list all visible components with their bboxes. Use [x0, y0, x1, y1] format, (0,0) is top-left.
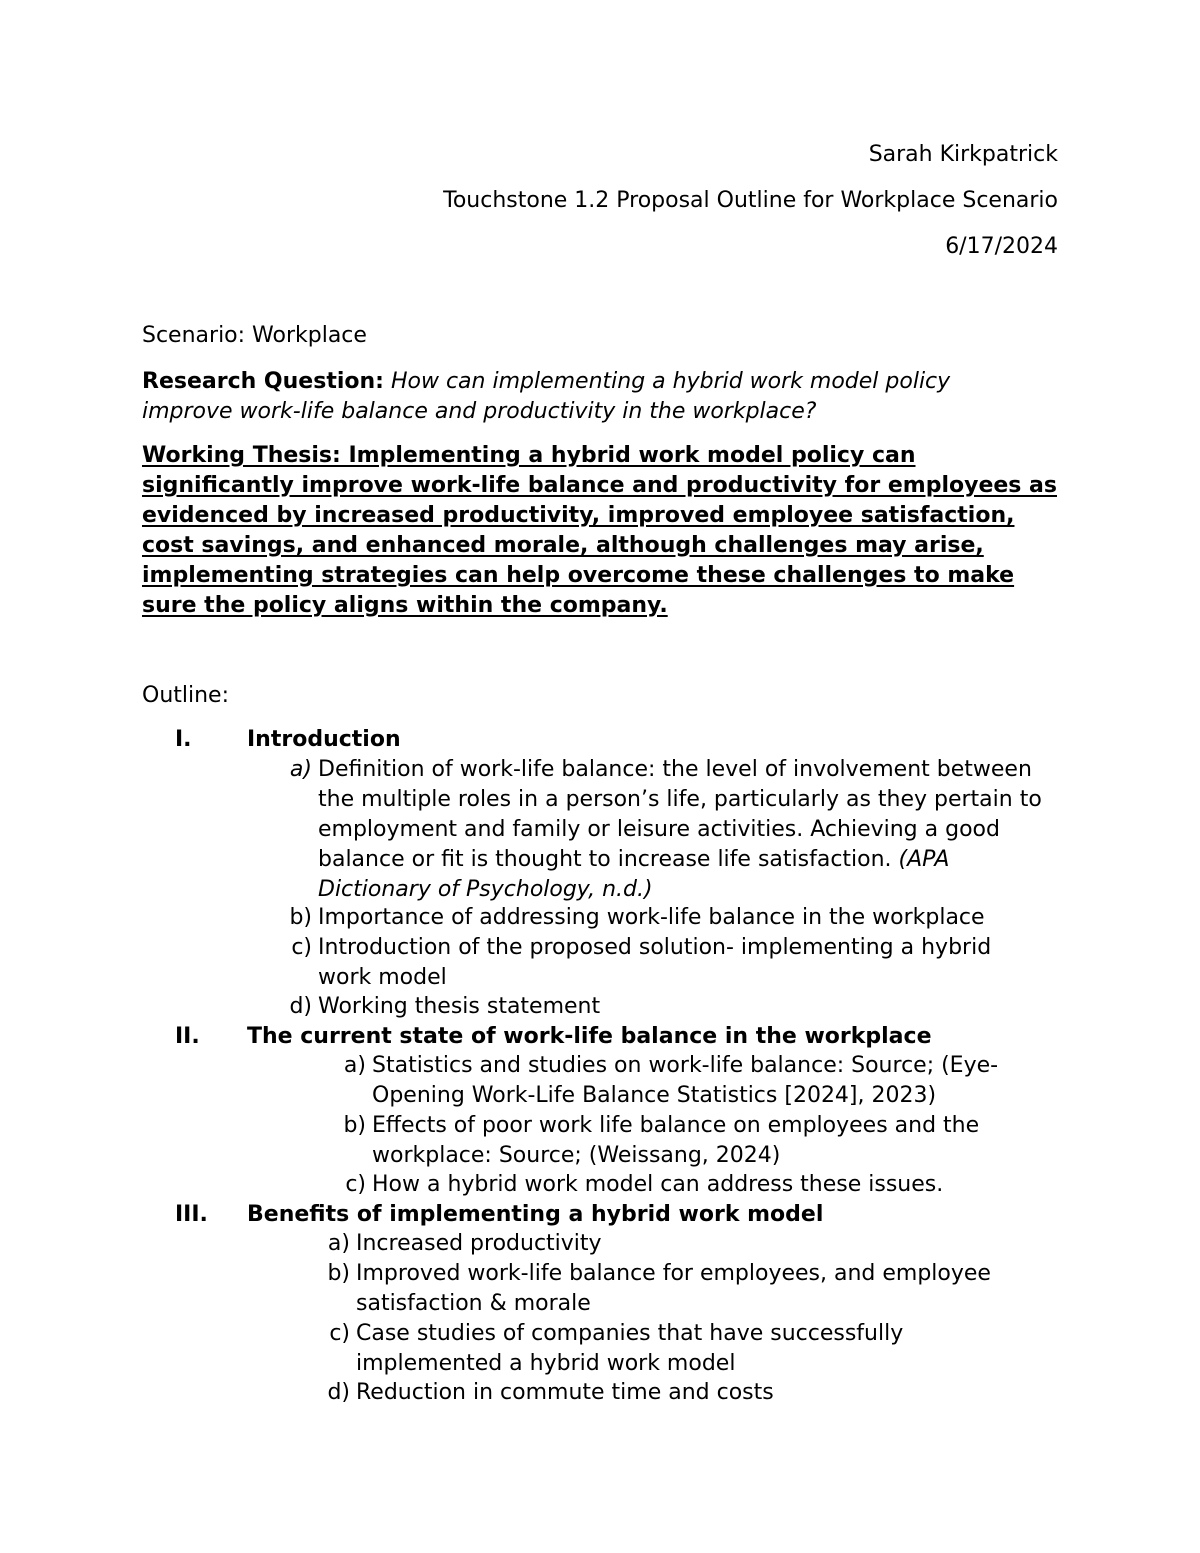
- outline-item: [338, 1170, 1050, 1200]
- outline-item: [284, 992, 1044, 1022]
- item-label: c): [329, 1321, 350, 1346]
- research-question-text: How can implementing a hybrid work model policy improve work-life balance and productivity in the workplace?: [142, 369, 951, 424]
- item-text: Improved work-life balance for employees, and employee satisfaction & morale: [356, 1261, 991, 1316]
- working-thesis: Working Thesis: Implementing a hybrid work model policy can significantly improve work-life balance and productivity for employees as evidenced by increased productivity, improved employee satisfaction, cost savings, and enhanced morale, although challenges may arise, implementing strategies can help overcome these challenges to make sure the policy aligns within the company.: [142, 443, 1057, 618]
- item-citation: (APA Dictionary of Psychology, n.d.): [318, 847, 950, 902]
- outline-item: [284, 903, 1044, 933]
- research-question: [142, 367, 1022, 427]
- item-text: Increased productivity: [356, 1231, 602, 1256]
- section-title: Benefits of implementing a hybrid work model: [247, 1202, 824, 1227]
- item-text: Introduction of the proposed solution- implementing a hybrid work model: [318, 935, 992, 990]
- outline-item: [322, 1378, 1050, 1408]
- section-numeral: I.: [175, 727, 192, 752]
- item-text: Case studies of companies that have successfully implemented a hybrid work model: [356, 1321, 904, 1376]
- outline-item: [322, 1229, 1050, 1259]
- outline-item: [322, 1259, 1050, 1319]
- outline-item: [284, 933, 1044, 993]
- item-label: b): [289, 905, 312, 930]
- item-label: d): [327, 1380, 350, 1405]
- item-label: b): [343, 1113, 366, 1138]
- outline-label: Outline:: [142, 683, 230, 708]
- assignment-title: Touchstone 1.2 Proposal Outline for Workplace Scenario: [443, 188, 1058, 213]
- item-text: Working thesis statement: [318, 994, 601, 1019]
- item-label: a): [343, 1053, 366, 1078]
- item-text: Effects of poor work life balance on employees and the workplace: Source; (Weissang, 2024): [372, 1113, 980, 1168]
- item-text: Reduction in commute time and costs: [356, 1380, 774, 1405]
- item-label: b): [327, 1261, 350, 1286]
- outline-item: [338, 1051, 1050, 1111]
- outline-item: [338, 1111, 1050, 1171]
- item-label: d): [289, 994, 312, 1019]
- item-text: Statistics and studies on work-life balance: Source; (Eye-Opening Work-Life Balance Statistics [2024], 2023): [372, 1053, 999, 1108]
- section-numeral: II.: [175, 1024, 200, 1049]
- section-title: Introduction: [247, 727, 401, 752]
- author-name: Sarah Kirkpatrick: [868, 142, 1058, 167]
- research-question-label: Research Question:: [142, 369, 384, 394]
- outline-item: [284, 755, 1044, 905]
- scenario-line: Scenario: Workplace: [142, 323, 367, 348]
- item-label: a): [327, 1231, 350, 1256]
- item-label: a): [289, 757, 312, 782]
- section-title: The current state of work-life balance in the workplace: [247, 1024, 932, 1049]
- item-label: c): [345, 1172, 366, 1197]
- section-numeral: III.: [175, 1202, 208, 1227]
- document-date: 6/17/2024: [945, 234, 1058, 259]
- item-text: Definition of work-life balance: the level of involvement between the multiple roles in a person’s life, particularly as they pertain to employment and family or leisure activities. Achieving a good balance or fit is thought to increase life satisfaction.: [318, 757, 1042, 872]
- outline-item: [322, 1319, 962, 1379]
- item-text: Importance of addressing work-life balance in the workplace: [318, 905, 985, 930]
- item-label: c): [291, 935, 312, 960]
- item-text: How a hybrid work model can address these issues.: [372, 1172, 944, 1197]
